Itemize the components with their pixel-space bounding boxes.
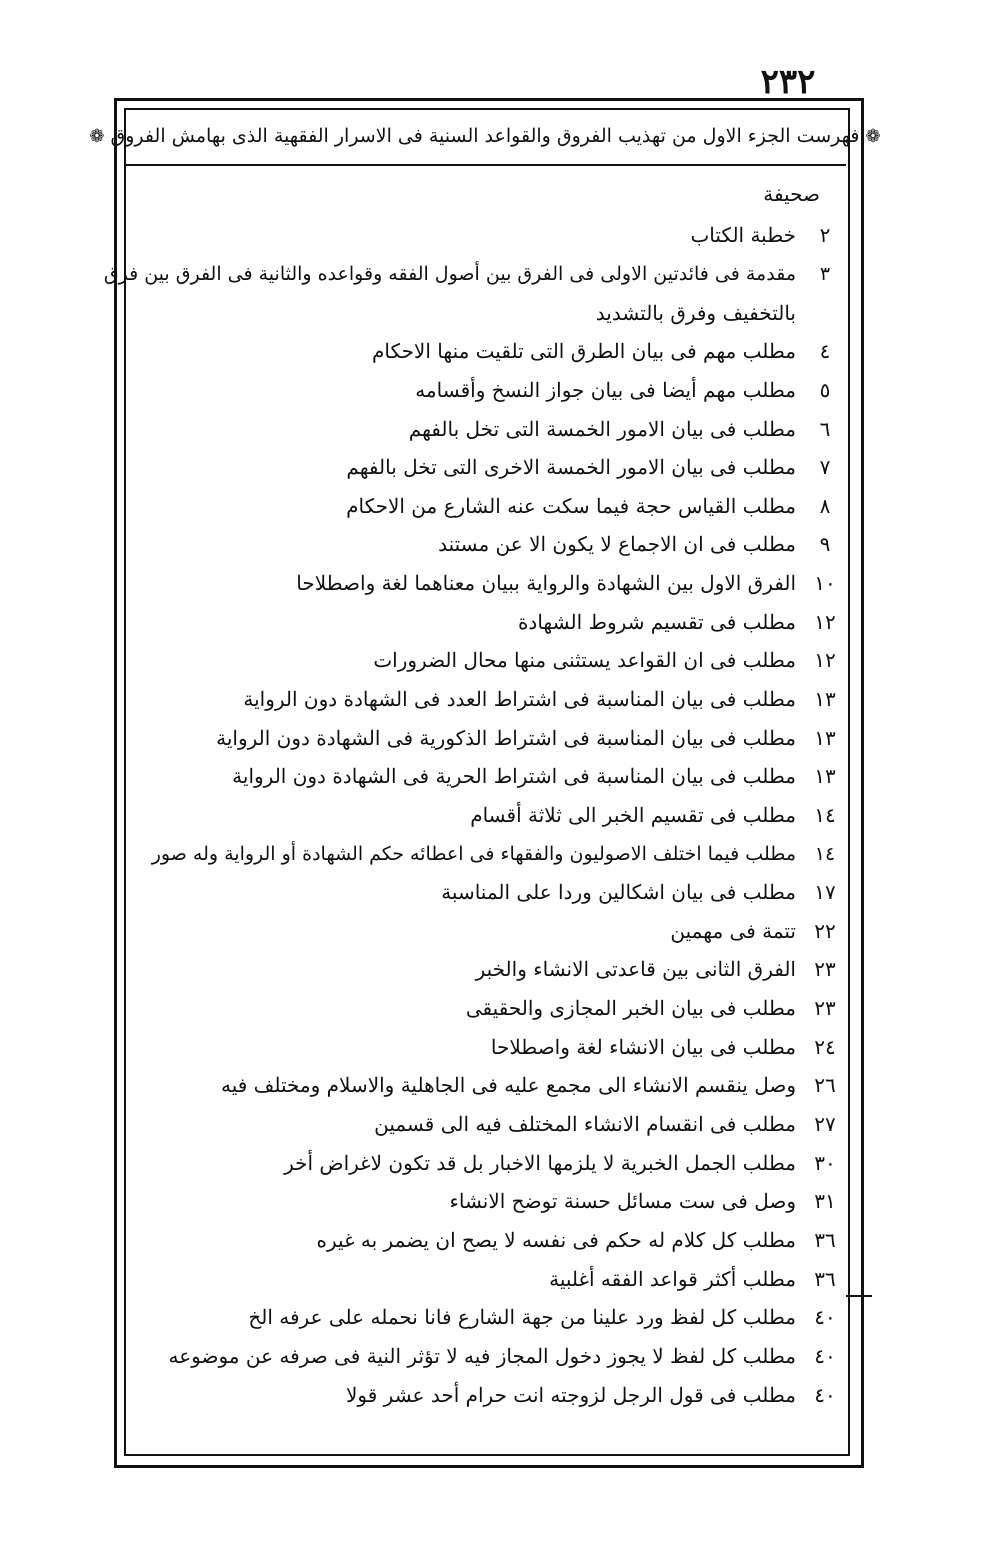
entry-page-number: ٢٣: [814, 957, 836, 982]
entry-title: مطلب فى بيان المناسبة فى اشتراط الحرية فى الشهادة دون الرواية: [232, 764, 796, 789]
entry-title: مطلب فى بيان الانشاء لغة واصطلاحا: [490, 1034, 796, 1059]
list-item: [140, 1259, 848, 1298]
list-item: [140, 1337, 848, 1376]
entry-page-number: ٦: [819, 416, 831, 441]
entry-page-number: ٤٠: [814, 1382, 836, 1407]
entry-page-number: ١٢: [814, 648, 836, 673]
entry-title: الفرق الاول بين الشهادة والرواية ببيان معناهما لغة واصطلاحا: [296, 571, 796, 596]
entry-page-number: ٣١: [814, 1189, 836, 1214]
index-header: [89, 108, 881, 166]
list-item: [140, 680, 848, 719]
entry-title: مطلب الجمل الخبرية لا يلزمها الاخبار بل قد تكون لاغراض أخر: [284, 1150, 796, 1175]
entry-title: مطلب فيما اختلف الاصوليون والفقهاء فى اعطائه حكم الشهادة أو الرواية وله صور: [151, 842, 796, 865]
entry-page-number: ٧: [819, 455, 831, 480]
index-header-title: فهرست الجزء الاول من تهذيب الفروق والقواعد السنية فى الاسرار الفقهية الذى بهامش الفروق: [110, 125, 860, 147]
entry-page-number: ٨: [819, 493, 831, 518]
margin-tick-mark: [846, 1295, 872, 1297]
entry-title: وصل فى ست مسائل حسنة توضح الانشاء: [449, 1189, 796, 1214]
list-item: [140, 718, 848, 757]
entry-title: بالتخفيف وفرق بالتشديد: [595, 300, 796, 325]
index-entries-list: [103, 216, 848, 1414]
entry-page-number: ٢٢: [814, 918, 836, 943]
entry-page-number: ٣٦: [814, 1266, 836, 1291]
entry-title: مطلب فى ان الاجماع لا يكون الا عن مستند: [438, 532, 796, 557]
list-item: [140, 757, 848, 796]
list-item: [140, 216, 848, 255]
list-item: [140, 912, 848, 951]
entry-page-number: ٢٧: [814, 1112, 836, 1137]
entry-page-number: ١٤: [814, 802, 836, 827]
list-item: [140, 1027, 848, 1066]
entry-title: مطلب فى بيان المناسبة فى اشتراط العدد فى الشهادة دون الرواية: [243, 687, 796, 711]
entry-page-number: ٤٠: [814, 1343, 836, 1368]
entry-title: مطلب كل كلام له حكم فى نفسه لا يصح ان يضمر به غيره: [316, 1227, 796, 1252]
entry-title: مقدمة فى فائدتين الاولى فى الفرق بين أصول الفقه وقواعده والثانية فى الفرق بين فرق: [103, 262, 796, 285]
list-item: [140, 796, 848, 835]
list-item: [140, 950, 848, 989]
ornament-right-icon: ❁: [865, 125, 881, 147]
list-item: [140, 332, 848, 371]
entry-page-number: ١٣: [814, 687, 836, 711]
list-item: [140, 486, 848, 525]
list-item: [140, 1182, 848, 1221]
entry-page-number: ١٠: [814, 571, 836, 596]
entry-page-number: ٢٣: [814, 996, 836, 1021]
page-column-heading: صحيفة: [763, 182, 820, 206]
list-item: [140, 1298, 848, 1337]
entry-title: خطبة الكتاب: [690, 223, 796, 248]
entry-title: مطلب فى بيان الخبر المجازى والحقيقى: [465, 996, 796, 1021]
entry-page-number: ١٢: [814, 609, 836, 634]
list-item: [140, 409, 848, 448]
list-item: [140, 1375, 848, 1414]
entry-page-number: ٣: [819, 262, 831, 285]
list-item: [140, 1143, 848, 1182]
entry-page-number: ١٧: [814, 880, 836, 905]
entry-title: مطلب مهم فى بيان الطرق التى تلقيت منها الاحكام: [372, 339, 796, 364]
entry-title: مطلب فى بيان الامور الخمسة الاخرى التى تخل بالفهم: [346, 455, 796, 480]
list-item: [140, 1066, 848, 1105]
entry-page-number: ٩: [819, 532, 831, 557]
list-item: [140, 293, 848, 332]
entry-title: مطلب كل لفظ لا يجوز دخول المجاز فيه لا تؤثر النية فى صرفه عن موضوعه: [168, 1343, 796, 1368]
list-item: [140, 602, 848, 641]
entry-page-number: ٤: [819, 339, 831, 364]
entry-page-number: ٤٠: [814, 1305, 836, 1330]
entry-title: مطلب مهم أيضا فى بيان جواز النسخ وأقسامه: [415, 377, 796, 402]
entry-title: مطلب فى بيان المناسبة فى اشتراط الذكورية فى الشهادة دون الرواية: [216, 725, 796, 750]
entry-page-number: ١٤: [814, 842, 836, 865]
entry-page-number: ١٣: [814, 764, 836, 789]
entry-title: مطلب أكثر قواعد الفقه أغلبية: [549, 1266, 796, 1291]
entry-title: مطلب فى قول الرجل لزوجته انت حرام أحد عشر قولا: [346, 1382, 796, 1407]
entry-title: مطلب فى ان القواعد يستثنى منها محال الضرورات: [373, 648, 796, 673]
list-item: [140, 371, 848, 410]
entry-page-number: ٢: [819, 223, 831, 248]
entry-page-number: ٥: [819, 377, 831, 402]
entry-title: مطلب فى بيان الامور الخمسة التى تخل بالفهم: [408, 416, 796, 441]
list-item: [140, 834, 848, 873]
page-number: ٢٣٢: [760, 62, 816, 102]
entry-page-number: ٢٦: [814, 1073, 836, 1098]
list-item: [140, 641, 848, 680]
entry-title: تتمة فى مهمين: [670, 918, 796, 943]
list-item: [140, 448, 848, 487]
entry-page-number: ٣٠: [814, 1150, 836, 1175]
entry-page-number: ١٣: [814, 725, 836, 750]
list-item: [140, 525, 848, 564]
entry-title: الفرق الثانى بين قاعدتى الانشاء والخبر: [475, 957, 796, 982]
list-item: [140, 564, 848, 603]
entry-title: مطلب فى بيان اشكالين وردا على المناسبة: [441, 880, 796, 905]
entry-title: وصل ينقسم الانشاء الى مجمع عليه فى الجاهلية والاسلام ومختلف فيه: [220, 1073, 796, 1098]
list-item: [140, 1221, 848, 1260]
list-item: [103, 255, 848, 294]
ornament-left-icon: ❁: [89, 125, 105, 147]
entry-title: مطلب القياس حجة فيما سكت عنه الشارع من الاحكام: [346, 493, 796, 518]
list-item: [140, 873, 848, 912]
list-item: [140, 1105, 848, 1144]
entry-title: مطلب فى تقسيم شروط الشهادة: [517, 609, 796, 634]
entry-title: مطلب كل لفظ ورد علينا من جهة الشارع فانا نحمله على عرفه الخ: [248, 1305, 796, 1330]
entry-title: مطلب فى تقسيم الخبر الى ثلاثة أقسام: [470, 802, 796, 827]
entry-title: مطلب فى انقسام الانشاء المختلف فيه الى قسمين: [374, 1112, 796, 1137]
entry-page-number: ٢٤: [814, 1034, 836, 1059]
list-item: [140, 989, 848, 1028]
entry-page-number: ٣٦: [814, 1227, 836, 1252]
